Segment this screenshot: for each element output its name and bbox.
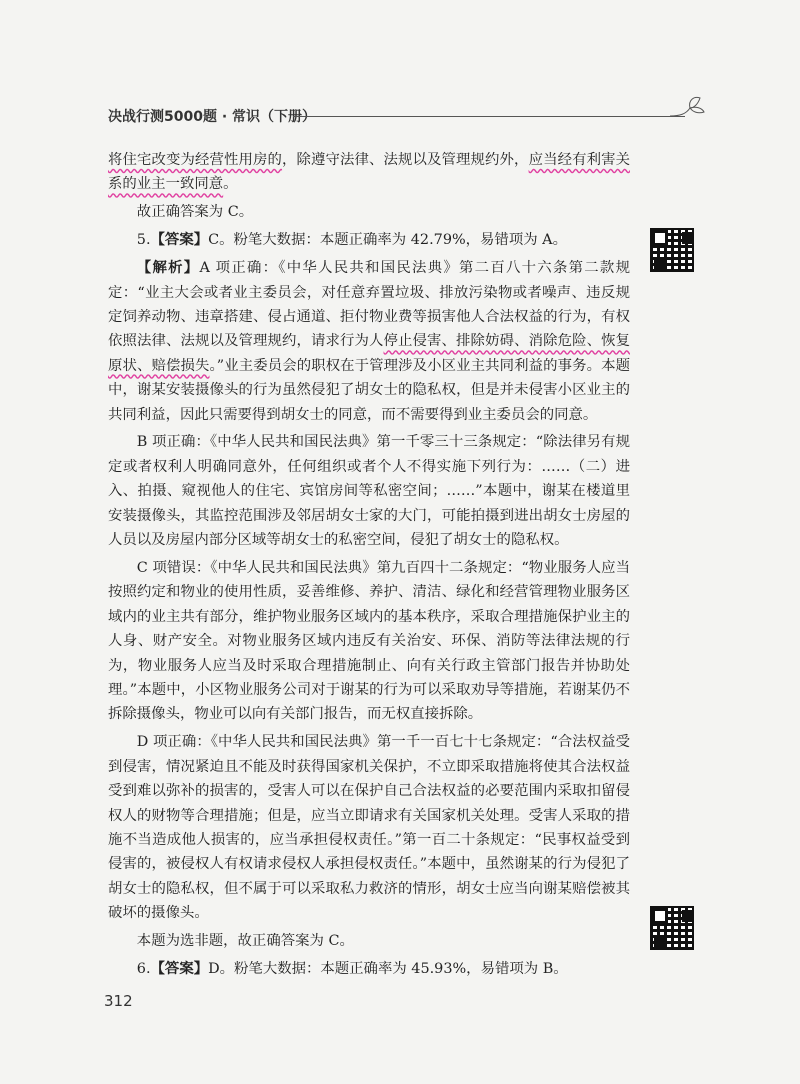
analysis-d: D 项正确：《中华人民共和国民法典》第一千一百七十七条规定：“合法权益受到侵害，情况紧迫且不能及时获得国家机关保护，不立即采取措施将使其合法权益受到难以弥补的损害的，受害人可以在保护自己合法权益的必要范围内采取扣留侵权人的财物等合理措施；但是，应当立即请求有关国家机关处理。受害人采取的措施不当造成他人损害的，应当承担侵权责任。”第一百二十条规定：“民事权益受到侵害的，被侵权人有权请求侵权人承担侵权责任。”本题中，虽然谢某的行为侵犯了胡女士的隐私权，但不属于可以采取私力救济的情形，胡女士应当向谢某赔偿被其破坏的摄像头。 (108, 734, 630, 922)
qr-code-icon[interactable] (650, 228, 694, 272)
answer-conclusion: 本题为选非题，故正确答案为 C。 (136, 933, 354, 950)
answer-conclusion: 故正确答案为 C。 (136, 204, 254, 221)
analysis-b: B 项正确：《中华人民共和国民法典》第一千零三十三条规定：“除法律另有规定或者权利人明确同意外，任何组织或者个人不得实施下列行为：……（二）进入、拍摄、窥视他人的住宅、宾馆房间等私密空间；……”本题中，谢某在楼道里安装摄像头，其监控范围涉及邻居胡女士家的大门，可能拍摄到进出胡女士房屋的人员以及房屋内部分区域等胡女士的私密空间，侵犯了胡女士的隐私权。 (108, 434, 630, 549)
underlined-text: 将住宅改变为经营性用房的 (108, 152, 283, 168)
header-title: 决战行测5000题 · 常识（下册） (108, 109, 317, 125)
qr-code-icon[interactable] (650, 906, 694, 950)
header-rule (293, 116, 685, 117)
analysis-tag: 【解析】 (136, 260, 200, 277)
answer-line-6: 6.【答案】D。粉笔大数据：本题正确率为 45.93%，易错项为 B。 (136, 961, 568, 977)
analysis-c: C 项错误：《中华人民共和国民法典》第九百四十二条规定：“物业服务人应当按照约定和物业的使用性质，妥善维修、养护、清洁、绿化和经营管理物业服务区域内的业主共有部分，维护物业服务区域内的基本秩序，采取合理措施保护业主的人身、财产安全。对物业服务区域内违反有关治安、环保、消防等法律法规的行为，物业服务人应当及时采取合理措施制止、向有关行政主管部门报告并协助处理。”本题中，小区物业服务公司对于谢某的行为可以采取劝导等措施，若谢某仍不拆除摄像头，物业可以向有关部门报告，而无权直接拆除。 (108, 560, 630, 723)
page-body (108, 148, 630, 985)
paragraph-continuation: 将住宅改变为经营性用房的，除遵守法律、法规以及管理规约外，应当经有利害关系的业主一致同意。 (108, 152, 630, 193)
answer-line-5: 5.【答案】C。粉笔大数据：本题正确率为 42.79%，易错项为 A。 (136, 232, 567, 249)
analysis-a: 【解析】A 项正确：《中华人民共和国民法典》第二百八十六条第二款规定：“业主大会或者业主委员会，对任意弃置垃圾、排放污染物或者噪声、违反规定饲养动物、违章搭建、侵占通道、拒付物业费等损害他人合法权益的行为，有权依照法律、法规以及管理规约，请求行为人停止侵害、排除妨碍、消除危险、恢复原状、赔偿损失。”业主委员会的职权在于管理涉及小区业主共同利益的事务。本题中，谢某安装摄像头的行为虽然侵犯了胡女士的隐私权，但是并未侵害小区业主的共同利益，因此只需要得到胡女士的同意，而不需要得到业主委员会的同意。 (108, 260, 630, 423)
sprout-icon (668, 92, 708, 122)
underlined-text: 应当经有利害关系的业主一致同意 (108, 152, 630, 193)
answer-tag: 【答案】 (150, 961, 209, 977)
running-header (108, 96, 708, 126)
underlined-text: 停止侵害、排除妨碍、消除危险、恢复原状、赔偿损失 (108, 333, 630, 374)
answer-tag: 【答案】 (150, 232, 209, 249)
page-number: 312 (104, 992, 133, 1010)
